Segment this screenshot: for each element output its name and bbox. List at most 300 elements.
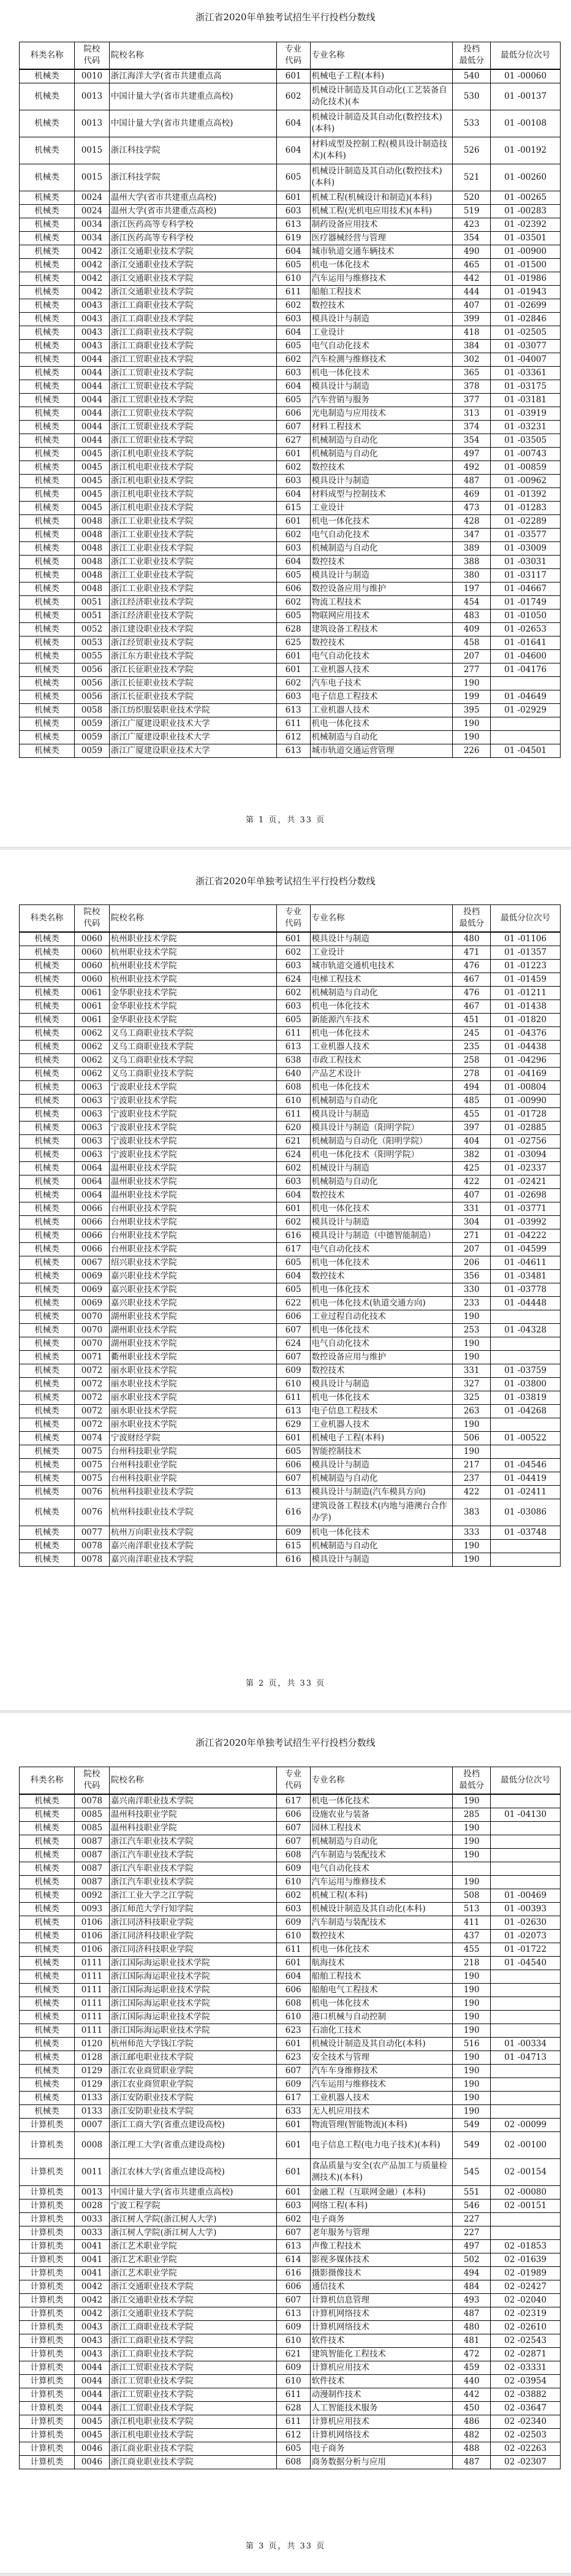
school-name-cell: 丽水职业技术学院 [109, 1404, 276, 1418]
school-name-cell: 台州职业技术学院 [109, 1215, 276, 1229]
school-name-cell: 浙江工贸职业技术学院 [109, 380, 276, 393]
major-code-cell: 601 [276, 663, 310, 676]
table-row [20, 312, 561, 326]
school-name-cell: 浙江汽车职业技术学院 [109, 1848, 276, 1862]
table-row [20, 609, 561, 622]
min-score-cell: 304 [453, 1215, 491, 1229]
major-code-cell: 603 [276, 312, 310, 326]
school-code-cell: 0042 [74, 272, 109, 285]
category-cell: 机械类 [20, 959, 75, 973]
header-line: 代码 [285, 919, 302, 929]
header-major-code-label [285, 44, 301, 67]
min-score-cell: 455 [453, 1107, 491, 1121]
min-rank-cell: 01 -02699 [491, 299, 561, 312]
category-cell: 机械类 [20, 2064, 75, 2077]
min-score-cell: 190 [453, 1418, 491, 1431]
major-name-cell: 船舶工程技术 [310, 1970, 453, 1983]
category-cell: 机械类 [20, 380, 75, 393]
min-rank-cell: 02 -00154 [491, 2158, 561, 2185]
school-code-cell: 0111 [74, 1983, 109, 1997]
min-score-cell: 508 [453, 1889, 491, 1902]
school-name-cell: 浙江长征职业技术学院 [109, 690, 276, 703]
major-code-cell: 605 [276, 1283, 310, 1296]
category-cell: 机械类 [20, 434, 75, 447]
category-cell: 机械类 [20, 1148, 75, 1161]
school-name-cell: 浙江同济科技职业学院 [109, 1916, 276, 1929]
table-row [20, 1175, 561, 1188]
major-code-cell: 611 [276, 2415, 310, 2428]
category-cell: 机械类 [20, 339, 75, 353]
category-cell: 机械类 [20, 2024, 75, 2037]
school-name-cell: 浙江交通职业技术学院 [109, 272, 276, 285]
header-school-code [74, 905, 109, 932]
school-name-cell: 台州职业技术学院 [109, 1242, 276, 1256]
min-rank-cell: 02 -00080 [491, 2185, 561, 2199]
min-rank-cell: 01 -04007 [491, 353, 561, 366]
school-code-cell: 0092 [74, 1889, 109, 1902]
school-name-cell: 嘉兴职业技术学院 [109, 1269, 276, 1283]
category-cell: 机械类 [20, 582, 75, 595]
header-major-code-label [285, 1768, 301, 1792]
category-cell: 机械类 [20, 1472, 75, 1485]
min-score-cell: 473 [453, 501, 491, 514]
category-cell: 机械类 [20, 932, 75, 946]
score-table [19, 904, 561, 1567]
category-cell: 机械类 [20, 1121, 75, 1134]
category-cell: 机械类 [20, 1202, 75, 1215]
category-cell: 机械类 [20, 191, 75, 204]
category-cell: 机械类 [20, 1539, 75, 1553]
major-name-cell: 机电一体化技术(轨道交通方向) [310, 1296, 453, 1310]
min-score-cell: 407 [453, 1188, 491, 1202]
min-rank-cell [491, 1418, 561, 1431]
school-code-cell: 0048 [74, 541, 109, 555]
min-score-cell: 218 [453, 1956, 491, 1970]
table-row [20, 2199, 561, 2212]
min-score-cell: 481 [453, 2334, 491, 2347]
category-cell: 计算机类 [20, 2266, 75, 2280]
min-score-cell: 493 [453, 2293, 491, 2307]
min-score-cell: 467 [453, 973, 491, 986]
table-row [20, 258, 561, 272]
min-rank-cell: 02 -01989 [491, 2266, 561, 2280]
header-line: 最低分 [459, 1781, 484, 1791]
school-code-cell: 0042 [74, 2307, 109, 2320]
min-score-cell: 502 [453, 2253, 491, 2266]
header-category: 科类名称 [20, 905, 75, 932]
school-code-cell: 0044 [74, 366, 109, 380]
min-rank-cell: 01 -02073 [491, 1929, 561, 1943]
table-row [20, 1472, 561, 1485]
min-rank-cell: 01 -01986 [491, 272, 561, 285]
school-name-cell: 浙江工贸职业技术学院 [109, 434, 276, 447]
table-row [20, 1026, 561, 1040]
major-code-cell: 603 [276, 959, 310, 973]
min-rank-cell: 01 -01283 [491, 501, 561, 514]
major-code-cell: 623 [276, 2024, 310, 2037]
category-cell: 机械类 [20, 1835, 75, 1848]
category-cell: 机械类 [20, 1364, 75, 1377]
school-name-cell: 浙江工贸职业技术学院 [109, 366, 276, 380]
category-cell: 计算机类 [20, 2253, 75, 2266]
major-name-cell: 工业设计 [310, 326, 453, 339]
header-line: 投档 [463, 1769, 480, 1779]
school-name-cell: 宁波职业技术学院 [109, 1094, 276, 1107]
major-name-cell: 模具设计与制造 [310, 1107, 453, 1121]
major-code-cell: 620 [276, 1121, 310, 1134]
major-code-cell: 602 [276, 299, 310, 312]
school-name-cell: 浙江工业职业技术学院 [109, 541, 276, 555]
header-line: 专业 [285, 44, 302, 55]
table-row [20, 1997, 561, 2010]
school-name-cell: 浙江国际海运职业技术学院 [109, 1956, 276, 1970]
table-row [20, 2388, 561, 2401]
min-score-cell: 423 [453, 218, 491, 231]
major-name-cell: 机电一体化技术 [310, 1323, 453, 1337]
table-row [20, 272, 561, 285]
school-name-cell: 嘉兴南洋职业技术学院 [109, 1794, 276, 1808]
major-code-cell: 615 [276, 1539, 310, 1553]
major-code-cell: 602 [276, 946, 310, 959]
school-name-cell: 浙江工商职业技术学院 [109, 312, 276, 326]
major-code-cell: 601 [276, 1431, 310, 1445]
school-name-cell: 宁波职业技术学院 [109, 1121, 276, 1134]
school-name-cell: 湖州职业技术学院 [109, 1323, 276, 1337]
major-name-cell: 通信技术 [310, 2280, 453, 2293]
major-name-cell: 物流工程技术 [310, 595, 453, 609]
category-cell: 机械类 [20, 703, 75, 717]
min-score-cell: 206 [453, 1256, 491, 1269]
major-name-cell: 机电一体化技术 [310, 1391, 453, 1404]
major-code-cell: 617 [276, 1794, 310, 1808]
school-code-cell: 0070 [74, 1310, 109, 1323]
major-name-cell: 机电一体化技术 [310, 514, 453, 528]
major-code-cell: 601 [276, 191, 310, 204]
min-score-cell: 245 [453, 1026, 491, 1040]
min-score-cell: 484 [453, 2280, 491, 2293]
major-name-cell: 老年服务与管理 [310, 2226, 453, 2239]
school-code-cell: 0041 [74, 2266, 109, 2280]
school-name-cell: 宁波职业技术学院 [109, 1080, 276, 1094]
school-code-cell: 0042 [74, 2280, 109, 2293]
min-rank-cell [491, 1848, 561, 1862]
table-row [20, 434, 561, 447]
min-rank-cell: 01 -04713 [491, 2050, 561, 2064]
school-code-cell: 0045 [74, 474, 109, 487]
major-name-cell: 计算机网络技术 [310, 2428, 453, 2442]
category-cell: 机械类 [20, 622, 75, 636]
major-code-cell: 601 [276, 2118, 310, 2131]
category-cell: 机械类 [20, 366, 75, 380]
school-name-cell: 温州职业技术学院 [109, 1188, 276, 1202]
table-row [20, 703, 561, 717]
header-min-rank: 最低分位次号 [491, 42, 561, 69]
major-code-cell: 603 [276, 1902, 310, 1916]
major-code-cell: 605 [276, 339, 310, 353]
table-row [20, 2185, 561, 2199]
major-code-cell: 604 [276, 380, 310, 393]
school-code-cell: 0044 [74, 2401, 109, 2415]
major-code-cell: 613 [276, 1040, 310, 1053]
category-cell: 计算机类 [20, 2320, 75, 2334]
school-name-cell: 丽水职业技术学院 [109, 1418, 276, 1431]
min-rank-cell [491, 1983, 561, 1997]
school-code-cell: 0033 [74, 2212, 109, 2226]
header-min-score-label [459, 1768, 484, 1792]
min-rank-cell: 02 -02340 [491, 2415, 561, 2428]
school-name-cell: 浙江机电职业技术学院 [109, 461, 276, 474]
major-code-cell: 607 [276, 1350, 310, 1364]
table-row [20, 487, 561, 501]
major-name-cell: 汽车电子技术 [310, 676, 453, 690]
header-line: 代码 [285, 56, 302, 66]
table-row [20, 2347, 561, 2361]
header-line: 投档 [463, 907, 480, 917]
major-code-cell: 610 [276, 1929, 310, 1943]
min-rank-cell: 01 -02653 [491, 622, 561, 636]
min-score-cell: 549 [453, 2131, 491, 2158]
table-row [20, 2293, 561, 2307]
school-code-cell: 0045 [74, 2428, 109, 2442]
school-name-cell: 浙江工业职业技术学院 [109, 528, 276, 541]
table-row [20, 447, 561, 461]
major-name-cell: 汽车车身维修技术 [310, 2064, 453, 2077]
min-score-cell: 190 [453, 1794, 491, 1808]
school-code-cell: 0085 [74, 1808, 109, 1821]
major-name-cell: 机电一体化技术 [310, 1526, 453, 1539]
school-code-cell: 0075 [74, 1458, 109, 1472]
min-score-cell: 451 [453, 1013, 491, 1026]
school-name-cell: 义乌工商职业技术学院 [109, 1067, 276, 1080]
min-score-cell: 374 [453, 420, 491, 434]
header-min-rank: 最低分位次号 [491, 905, 561, 932]
school-name-cell: 浙江同济科技职业学院 [109, 1943, 276, 1956]
major-code-cell: 613 [276, 2307, 310, 2320]
school-code-cell: 0045 [74, 501, 109, 514]
school-code-cell: 0111 [74, 1997, 109, 2010]
min-rank-cell [491, 1553, 561, 1566]
header-min-rank: 最低分位次号 [491, 1767, 561, 1794]
min-rank-cell [491, 1794, 561, 1808]
school-code-cell: 0087 [74, 1848, 109, 1862]
school-name-cell: 嘉兴南洋职业技术学院 [109, 1539, 276, 1553]
major-name-cell: 动漫制作技术 [310, 2388, 453, 2401]
major-name-cell: 数控技术 [310, 461, 453, 474]
school-code-cell: 0063 [74, 1121, 109, 1134]
major-name-cell: 机电一体化技术 [310, 1943, 453, 1956]
category-cell: 机械类 [20, 1094, 75, 1107]
school-name-cell: 浙江工贸职业技术学院 [109, 407, 276, 420]
major-name-cell: 模具设计与制造 [310, 932, 453, 946]
category-cell: 机械类 [20, 946, 75, 959]
min-rank-cell: 01 -03748 [491, 1526, 561, 1539]
category-cell: 机械类 [20, 110, 75, 137]
category-cell: 计算机类 [20, 2158, 75, 2185]
major-code-cell: 628 [276, 2401, 310, 2415]
header-school-name: 院校名称 [109, 905, 276, 932]
school-name-cell: 嘉兴南洋职业技术学院 [109, 1553, 276, 1566]
major-code-cell: 601 [276, 2185, 310, 2199]
table-row [20, 1539, 561, 1553]
min-rank-cell: 01 -03577 [491, 528, 561, 541]
school-name-cell: 浙江工贸职业技术学院 [109, 353, 276, 366]
school-code-cell: 0060 [74, 959, 109, 973]
min-rank-cell: 01 -02421 [491, 1175, 561, 1188]
min-score-cell: 226 [453, 744, 491, 757]
school-name-cell: 浙江工贸职业技术学院 [109, 420, 276, 434]
major-code-cell: 602 [276, 528, 310, 541]
major-name-cell: 医疗器械经营与管理 [310, 231, 453, 245]
school-name-cell: 台州科技职业学院 [109, 1445, 276, 1458]
school-code-cell: 0010 [74, 69, 109, 83]
min-score-cell: 217 [453, 1458, 491, 1472]
major-code-cell: 612 [276, 2428, 310, 2442]
category-cell: 机械类 [20, 1997, 75, 2010]
major-code-cell: 606 [276, 2280, 310, 2293]
min-score-cell: 488 [453, 2442, 491, 2455]
table-row [20, 649, 561, 663]
major-name-cell: 机电一体化技术 [310, 1283, 453, 1296]
major-name-cell: 汽车检测与维修技术 [310, 353, 453, 366]
min-rank-cell [491, 2077, 561, 2091]
major-code-cell: 625 [276, 636, 310, 649]
school-code-cell: 0060 [74, 946, 109, 959]
header-category: 科类名称 [20, 42, 75, 69]
category-cell: 机械类 [20, 501, 75, 514]
min-score-cell: 545 [453, 2158, 491, 2185]
school-name-cell: 浙江科技学院 [109, 164, 276, 191]
header-major-name: 专业名称 [310, 905, 453, 932]
table-row [20, 2024, 561, 2037]
min-rank-cell: 02 -02610 [491, 2320, 561, 2334]
school-name-cell: 浙江长征职业技术学院 [109, 663, 276, 676]
category-cell: 机械类 [20, 69, 75, 83]
table-row [20, 582, 561, 595]
min-score-cell: 485 [453, 1094, 491, 1107]
school-code-cell: 0061 [74, 1013, 109, 1026]
major-code-cell: 602 [276, 986, 310, 999]
table-row [20, 1053, 561, 1067]
table-row [20, 986, 561, 999]
school-code-cell: 0111 [74, 2010, 109, 2024]
min-rank-cell: 02 -02319 [491, 2307, 561, 2320]
major-code-cell: 622 [276, 1296, 310, 1310]
table-row [20, 164, 561, 191]
min-score-cell: 521 [453, 164, 491, 191]
category-cell: 机械类 [20, 1323, 75, 1337]
min-rank-cell: 01 -02337 [491, 1161, 561, 1175]
major-name-cell: 计算机网络技术 [310, 2307, 453, 2320]
school-name-cell: 浙江机电职业技术学院 [109, 2428, 276, 2442]
category-cell: 机械类 [20, 83, 75, 110]
min-score-cell: 277 [453, 663, 491, 676]
category-cell: 机械类 [20, 420, 75, 434]
table-row [20, 1485, 561, 1499]
category-cell: 机械类 [20, 231, 75, 245]
major-name-cell: 电子商务 [310, 2212, 453, 2226]
category-cell: 机械类 [20, 717, 75, 730]
school-name-cell: 杭州万向职业技术学院 [109, 1526, 276, 1539]
major-name-cell: 电气自动化技术 [310, 528, 453, 541]
category-cell: 机械类 [20, 447, 75, 461]
school-code-cell: 0044 [74, 407, 109, 420]
category-cell: 机械类 [20, 1067, 75, 1080]
table-row [20, 1094, 561, 1107]
major-code-cell: 624 [276, 1337, 310, 1350]
school-name-cell: 台州职业技术学院 [109, 1202, 276, 1215]
school-code-cell: 0041 [74, 2239, 109, 2253]
major-code-cell: 603 [276, 366, 310, 380]
min-rank-cell: 01 -01211 [491, 986, 561, 999]
header-school-code [74, 42, 109, 69]
major-name-cell: 机械工程(光机电应用技术)(本科) [310, 204, 453, 218]
category-cell: 计算机类 [20, 2131, 75, 2158]
school-code-cell: 0044 [74, 393, 109, 407]
school-name-cell: 浙江工贸职业技术学院 [109, 2374, 276, 2388]
category-cell: 机械类 [20, 1188, 75, 1202]
page-footer: 第 1 页，共 33 页 [245, 816, 326, 825]
major-name-cell: 工业机器人技术 [310, 2091, 453, 2104]
major-name-cell: 食品质量与安全(农产品加工与质量检测技术)(本科) [310, 2158, 453, 2185]
major-name-cell: 制药设备应用技术 [310, 218, 453, 231]
major-name-cell: 材料工程技术 [310, 420, 453, 434]
min-score-cell: 233 [453, 1296, 491, 1310]
major-code-cell: 602 [276, 2212, 310, 2226]
school-code-cell: 0013 [74, 83, 109, 110]
school-code-cell: 0072 [74, 1391, 109, 1404]
category-cell: 机械类 [20, 461, 75, 474]
table-row [20, 461, 561, 474]
min-score-cell: 533 [453, 110, 491, 137]
table-row [20, 1445, 561, 1458]
major-code-cell: 604 [276, 137, 310, 164]
major-name-cell: 机械设计制造及其自动化(数控技术)(本科) [310, 110, 453, 137]
min-score-cell: 425 [453, 1161, 491, 1175]
category-cell: 机械类 [20, 999, 75, 1013]
category-cell: 机械类 [20, 326, 75, 339]
category-cell: 机械类 [20, 595, 75, 609]
category-cell: 机械类 [20, 218, 75, 231]
school-name-cell: 温州科技职业学院 [109, 1808, 276, 1821]
table-row [20, 2320, 561, 2334]
major-code-cell: 611 [276, 1026, 310, 1040]
category-cell: 机械类 [20, 1875, 75, 1889]
min-score-cell: 382 [453, 1148, 491, 1161]
min-score-cell: 404 [453, 1134, 491, 1148]
category-cell: 机械类 [20, 204, 75, 218]
school-code-cell: 0008 [74, 2131, 109, 2158]
table-row [20, 1121, 561, 1134]
major-name-cell: 航海技术 [310, 1956, 453, 1970]
min-rank-cell: 01 -01722 [491, 1943, 561, 1956]
school-name-cell: 浙江师范大学行知学院 [109, 1902, 276, 1916]
table-row [20, 1983, 561, 1997]
table-row [20, 690, 561, 703]
school-code-cell: 0044 [74, 380, 109, 393]
major-name-cell: 工业设计 [310, 946, 453, 959]
major-name-cell: 计算机应用技术 [310, 2361, 453, 2374]
min-rank-cell: 01 -03919 [491, 407, 561, 420]
min-rank-cell: 01 -04176 [491, 663, 561, 676]
major-code-cell: 605 [276, 568, 310, 582]
min-rank-cell: 01 -03175 [491, 380, 561, 393]
category-cell: 机械类 [20, 1902, 75, 1916]
school-name-cell: 杭州职业技术学院 [109, 932, 276, 946]
min-score-cell: 407 [453, 299, 491, 312]
major-name-cell: 船舶电气工程技术 [310, 1983, 453, 1997]
school-code-cell: 0045 [74, 447, 109, 461]
category-cell: 机械类 [20, 1310, 75, 1323]
